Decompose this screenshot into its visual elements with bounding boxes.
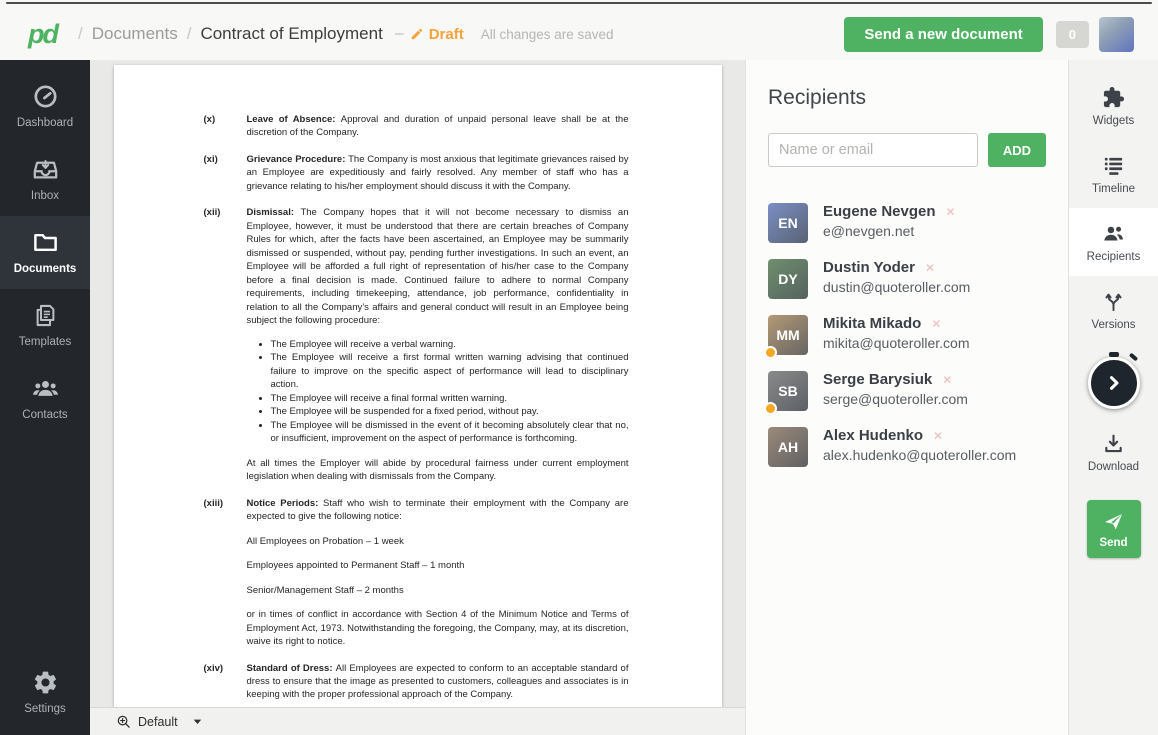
sidebar-item-label: Documents [13, 263, 77, 275]
recipient-status-badge [764, 402, 777, 415]
remove-recipient-icon[interactable]: ✕ [931, 316, 942, 331]
section-body: Standard of Dress: All Employees are expected to conform to an acceptable standard of dress to ensure that the image as presented to customers, colleagues and associates is in keeping with the proper professional approach of the Company. [246, 662, 629, 701]
recipient-name: Alex Hudenko [823, 427, 924, 444]
breadcrumb-separator: / [186, 24, 192, 43]
recipient-email: alex.hudenko@quoteroller.com [823, 447, 1017, 463]
section-number: (x) [203, 114, 216, 125]
sidebar-item-label: Inbox [30, 190, 60, 202]
notifications-counter[interactable]: 0 [1056, 21, 1089, 48]
recipient-email: mikita@quoteroller.com [823, 335, 970, 351]
sidebar-item-label: Settings [24, 703, 66, 715]
user-avatar[interactable] [1099, 17, 1134, 52]
timeline-list-icon [1102, 154, 1125, 177]
contacts-icon [32, 375, 59, 402]
sidebar-item-contacts[interactable] [0, 362, 90, 435]
toolbar-tab-label: Widgets [1092, 115, 1135, 127]
remove-recipient-icon[interactable]: ✕ [924, 260, 936, 275]
download-button[interactable] [1069, 418, 1158, 486]
recipient-avatar: DY [768, 259, 808, 299]
remove-recipient-icon[interactable]: ✕ [933, 428, 944, 443]
versions-branch-icon [1102, 290, 1125, 313]
send-new-document-button[interactable]: Send a new document [844, 17, 1042, 52]
toolbar-tab-timeline[interactable] [1069, 140, 1158, 208]
breadcrumb-documents[interactable]: Documents [91, 24, 178, 43]
toolbar-tab-label: Timeline [1091, 183, 1136, 195]
chevron-right-icon [1103, 372, 1125, 394]
recipient-row [768, 315, 1046, 355]
recipient-list [768, 203, 1046, 467]
sidebar-item-inbox[interactable] [0, 143, 90, 216]
zoom-level-label[interactable]: Default [138, 714, 178, 729]
add-recipient-button[interactable]: ADD [988, 133, 1046, 167]
recipient-name: Dustin Yoder [823, 259, 915, 276]
recipient-avatar: MM [768, 315, 808, 355]
top-bar [0, 0, 1158, 60]
sidebar-item-dashboard[interactable] [0, 70, 90, 143]
remove-recipient-icon[interactable]: ✕ [945, 204, 956, 219]
people-icon [1102, 222, 1125, 245]
zoom-magnifier-icon [116, 714, 131, 729]
section-body: Dismissal: The Company hopes that it will not become necessary to dismiss an Employee, however, it must be understood that there are certain breaches of Company Rules for which, after the facts have been ascertained, an Employee may be summarily dismissed or suspended, without pay, pending further investigations. In such an event, an Employee will be afforded a full right of representation of his/her case to the Company before a final decision is made. Continued failure to adhere to normal Company requirements, including timekeeping, attendance, job performance, confidentiality in relation to all the Company’s affairs and general conduct will result in an Employee being subject the following procedure: • The Employee will receive a verbal warning. • The Employee will receive a first formal written warning advising that continued failure to improve on the specific aspect of performance will lead to disciplinary action. • The Employee will receive a final formal written warning. • The Employee will be suspended for a fixed period, without pay. • The Employee will be dismissed in the event of it becoming absolutely clear that no, or insufficient, improvement on the aspect of performance is forthcoming. At all times the Employer will abide by procedural fairness under current employment legislation when dealing with dismissals from the Company. [247, 206, 629, 483]
recipients-panel [745, 60, 1068, 735]
document-section [204, 662, 629, 702]
recipient-row [768, 259, 1046, 299]
caret-down-icon[interactable] [190, 714, 205, 729]
recipient-email: e@nevgen.net [823, 223, 915, 239]
recipient-name: Serge Barysiuk [823, 371, 933, 388]
left-sidebar [0, 60, 90, 735]
recipients-panel-title: Recipients [768, 86, 867, 109]
sidebar-item-label: Dashboard [16, 117, 74, 129]
recipient-name: Mikita Mikado [823, 315, 922, 332]
toolbar-tab-label: Versions [1091, 319, 1136, 331]
document-section [204, 206, 629, 483]
templates-icon [32, 302, 59, 329]
collapse-panel-button[interactable] [1088, 357, 1140, 409]
zoom-bar [90, 707, 745, 735]
pandadoc-logo: pd [28, 18, 57, 49]
pencil-icon [410, 27, 424, 41]
recipient-row [768, 371, 1046, 411]
status-badge-label: Draft [428, 25, 464, 43]
breadcrumb-separator: / [78, 24, 83, 43]
download-label: Download [1087, 461, 1140, 473]
recipient-row [768, 203, 1046, 243]
recipient-email: dustin@quoteroller.com [823, 279, 971, 295]
section-body: Notice Periods: Staff who wish to terminate their employment with the Company are expected to give the following notice: All Employees on Probation – 1 week Employees appointed to Permanent Staff – 1 month Senior/Management Staff – 2 months or in times of conflict in accordance with Section 4 of the Minimum Notice and Terms of Employment Act, 1973. Notwithstanding the foregoing, the Company, may, at its discretion, waive its right to notice. [246, 497, 629, 648]
toolbar-tab-versions[interactable] [1069, 276, 1158, 344]
puzzle-icon [1102, 86, 1125, 109]
section-number: (xiii) [203, 497, 224, 509]
recipient-avatar: EN [768, 203, 808, 243]
toolbar-tab-recipients[interactable] [1069, 208, 1158, 276]
title-status-dash: – [394, 25, 404, 42]
autosave-status: All changes are saved [480, 26, 614, 42]
document-section [204, 497, 629, 649]
document-scroll-area[interactable] [90, 60, 745, 707]
sidebar-item-documents[interactable] [0, 216, 90, 289]
document-section [204, 113, 629, 140]
send-document-button[interactable] [1087, 500, 1141, 558]
section-body: Leave of Absence: Approval and duration of unpaid personal leave shall be at the discretion of the Company. [246, 114, 629, 139]
section-number: (xi) [203, 153, 218, 165]
dashboard-gauge-icon [32, 83, 59, 110]
remove-recipient-icon[interactable]: ✕ [942, 372, 953, 387]
recipient-name-email-input[interactable] [768, 133, 978, 167]
send-button-label: Send [1099, 537, 1128, 549]
section-number: (xiv) [203, 662, 224, 674]
document-title: Contract of Employment [200, 24, 383, 43]
recipient-avatar: SB [768, 371, 808, 411]
gear-icon [32, 669, 59, 696]
toolbar-tab-widgets[interactable] [1069, 72, 1158, 140]
download-icon [1102, 432, 1125, 455]
right-toolbar [1068, 60, 1158, 735]
window-top-edge [6, 2, 1152, 4]
inbox-icon [32, 156, 59, 183]
sidebar-item-settings[interactable] [0, 656, 90, 729]
sidebar-item-label: Contacts [22, 409, 68, 421]
recipient-status-badge [764, 346, 777, 359]
document-viewer [90, 60, 745, 735]
folder-icon [32, 229, 59, 256]
recipient-avatar: AH [768, 427, 808, 467]
paper-plane-icon [1103, 511, 1124, 532]
document-section [204, 153, 629, 193]
recipient-name: Eugene Nevgen [823, 203, 936, 220]
recipient-email: serge@quoteroller.com [823, 391, 968, 407]
toolbar-tab-label: Recipients [1086, 251, 1141, 263]
section-number: (xii) [203, 207, 221, 219]
sidebar-item-templates[interactable] [0, 289, 90, 362]
section-body: Grievance Procedure: The Company is most anxious that legitimate grievances raised by an Employee are expeditiously and fairly resolved. Any member of staff who has a grievance relating to his/her employment should discuss it with the Company. [246, 153, 629, 192]
document-page [114, 65, 722, 707]
status-badge[interactable] [410, 26, 464, 43]
sidebar-item-label: Templates [18, 336, 72, 348]
recipient-row [768, 427, 1046, 467]
